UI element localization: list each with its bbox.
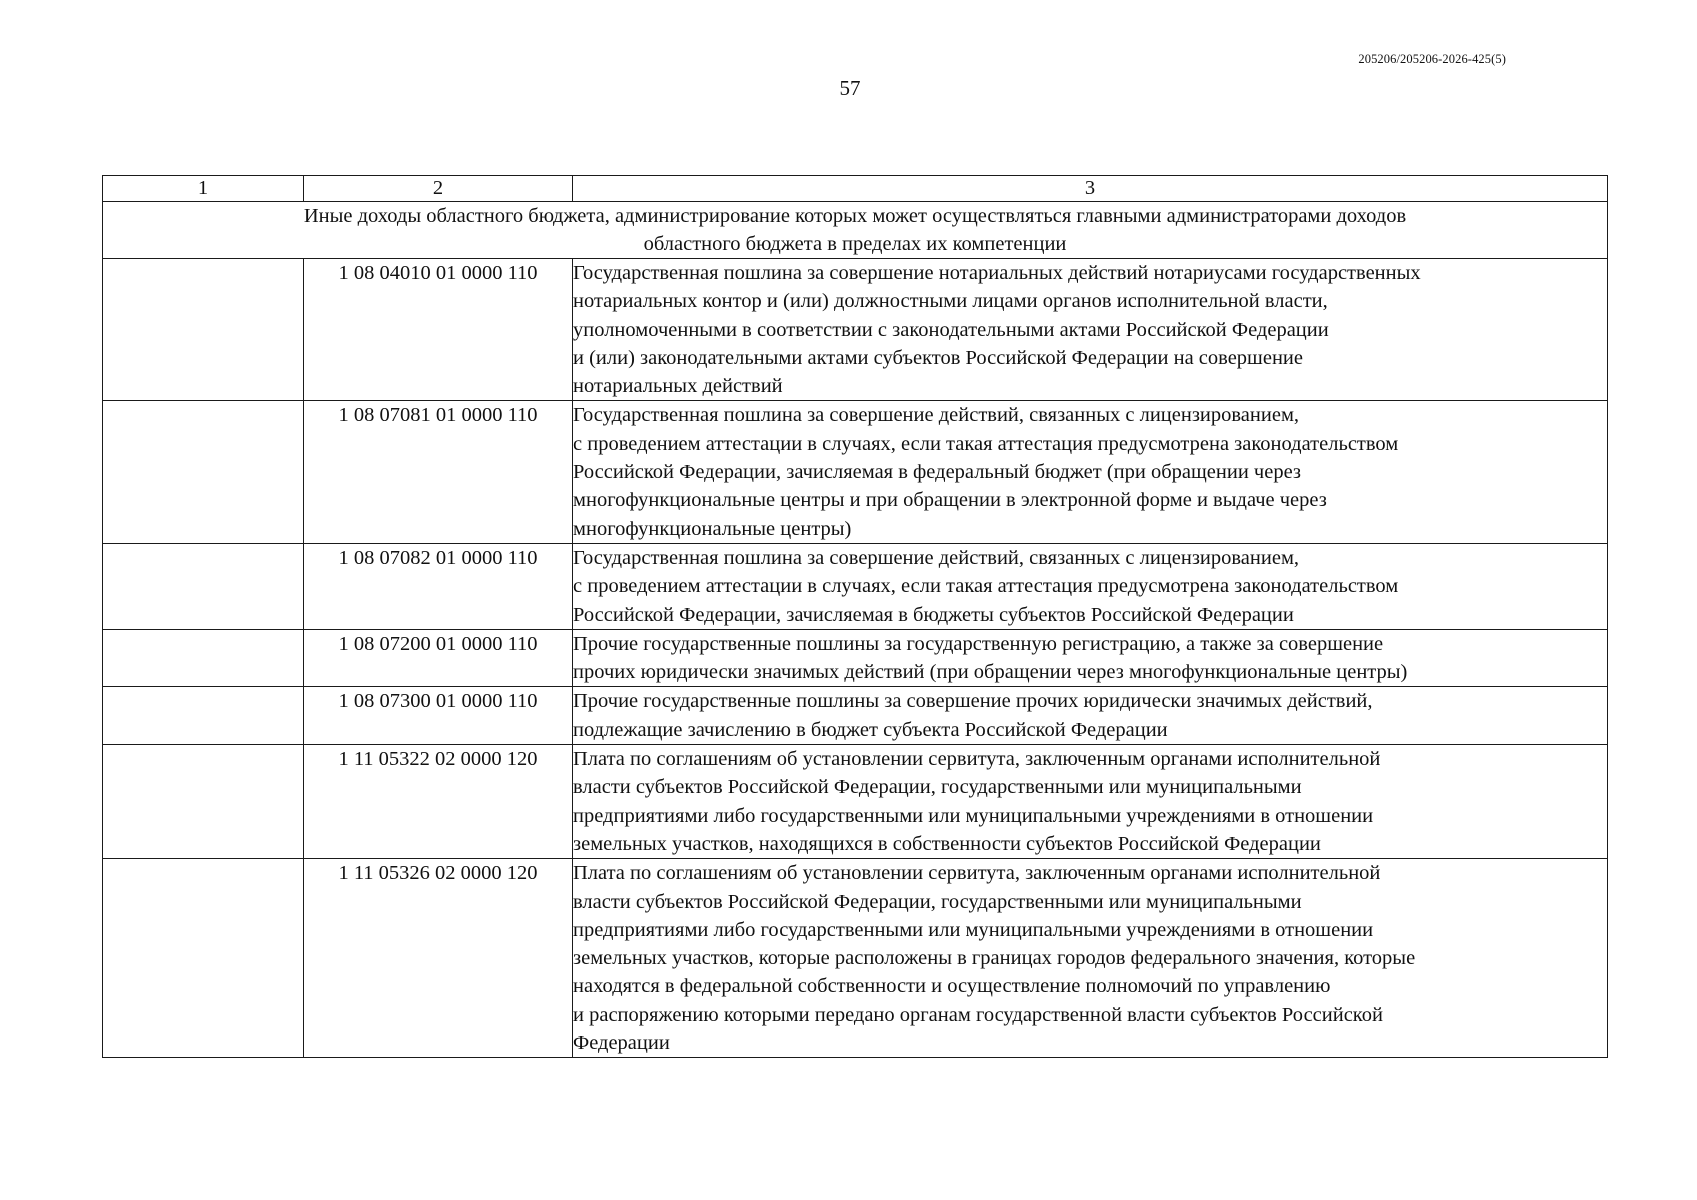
description-line: нотариальных действий <box>573 375 783 398</box>
description-line: Государственная пошлина за совершение действий, связанных с лицензированием, <box>573 404 1300 427</box>
revenue-description-cell <box>573 687 1608 745</box>
table-row <box>103 687 1608 745</box>
revenue-description-cell <box>573 401 1608 543</box>
description-line: предприятиями либо государственными или муниципальными учреждениями в отношении <box>573 918 1374 941</box>
description-line: земельных участков, которые расположены в границах городов федерального значения, которые <box>573 947 1416 970</box>
admin-code-cell <box>103 687 304 745</box>
description-line: многофункциональные центры) <box>573 517 852 540</box>
revenue-description-cell <box>573 859 1608 1058</box>
description-line: нотариальных контор и (или) должностными лицами органов исполнительной власти, <box>573 290 1328 313</box>
description-line: и распоряжению которыми передано органам государственной власти субъектов Российской <box>573 1003 1383 1026</box>
description-line: Плата по соглашениям об установлении сервитута, заключенным органами исполнительной <box>573 748 1381 771</box>
description-line: подлежащие зачислению в бюджет субъекта Российской Федерации <box>573 718 1168 741</box>
revenue-code-cell: 1 08 07300 01 0000 110 <box>304 687 573 745</box>
revenue-description-cell <box>573 629 1608 687</box>
table-row <box>103 543 1608 629</box>
admin-code-cell <box>103 629 304 687</box>
admin-code-cell <box>103 259 304 401</box>
admin-code-cell <box>103 401 304 543</box>
description-line: земельных участков, находящихся в собственности субъектов Российской Федерации <box>573 832 1321 855</box>
description-line: власти субъектов Российской Федерации, государственными или муниципальными <box>573 776 1302 799</box>
section-heading-line: Иные доходы областного бюджета, администрирование которых может осуществляться главными администраторами доходов <box>303 205 1407 227</box>
description-line: Российской Федерации, зачисляемая в федеральный бюджет (при обращении через <box>573 461 1302 484</box>
description-line: находятся в федеральной собственности и осуществление полномочий по управлению <box>573 975 1331 998</box>
column-header-2: 2 <box>304 176 573 202</box>
description-line: с проведением аттестации в случаях, если такая аттестация предусмотрена законодательством <box>573 575 1399 598</box>
revenue-code-cell: 1 08 07082 01 0000 110 <box>304 543 573 629</box>
description-line: Прочие государственные пошлины за государственную регистрацию, а также за совершение <box>573 632 1384 655</box>
description-line: с проведением аттестации в случаях, если такая аттестация предусмотрена законодательством <box>573 432 1399 455</box>
table-row <box>103 859 1608 1058</box>
admin-code-cell <box>103 745 304 859</box>
description-line: Прочие государственные пошлины за совершение прочих юридически значимых действий, <box>573 690 1373 713</box>
revenue-code-cell: 1 08 04010 01 0000 110 <box>304 259 573 401</box>
description-line: Российской Федерации, зачисляемая в бюджеты субъектов Российской Федерации <box>573 603 1294 626</box>
table-row <box>103 259 1608 401</box>
table-row <box>103 745 1608 859</box>
description-line: многофункциональные центры и при обращении в электронной форме и выдаче через <box>573 489 1327 512</box>
revenue-description-cell <box>573 745 1608 859</box>
description-line: прочих юридически значимых действий (при обращении через многофункциональные центры) <box>573 661 1408 684</box>
revenue-description-cell <box>573 543 1608 629</box>
revenue-table <box>102 175 1608 1058</box>
revenue-code-cell: 1 11 05322 02 0000 120 <box>304 745 573 859</box>
description-line: Федерации <box>573 1032 670 1055</box>
column-header-1: 1 <box>103 176 304 202</box>
description-line: Плата по соглашениям об установлении сервитута, заключенным органами исполнительной <box>573 862 1381 885</box>
revenue-code-cell: 1 11 05326 02 0000 120 <box>304 859 573 1058</box>
table-row <box>103 629 1608 687</box>
description-line: Государственная пошлина за совершение действий, связанных с лицензированием, <box>573 546 1300 569</box>
description-line: власти субъектов Российской Федерации, государственными или муниципальными <box>573 890 1302 913</box>
table-row <box>103 401 1608 543</box>
section-heading <box>103 202 1608 259</box>
revenue-code-cell: 1 08 07200 01 0000 110 <box>304 629 573 687</box>
section-heading-line: областного бюджета в пределах их компетенции <box>643 233 1067 255</box>
admin-code-cell <box>103 859 304 1058</box>
section-heading-row <box>103 202 1608 259</box>
page-number: 57 <box>839 76 861 100</box>
document-id: 205206/205206-2026-425(5) <box>1358 52 1506 66</box>
description-line: уполномоченными в соответствии с законодательными актами Российской Федерации <box>573 318 1329 341</box>
column-header-3: 3 <box>573 176 1608 202</box>
description-line: предприятиями либо государственными или муниципальными учреждениями в отношении <box>573 804 1374 827</box>
admin-code-cell <box>103 543 304 629</box>
revenue-code-cell: 1 08 07081 01 0000 110 <box>304 401 573 543</box>
column-header-row <box>103 176 1608 202</box>
revenue-description-cell <box>573 259 1608 401</box>
description-line: и (или) законодательными актами субъектов Российской Федерации на совершение <box>573 346 1303 369</box>
description-line: Государственная пошлина за совершение нотариальных действий нотариусами государственных <box>573 262 1421 284</box>
